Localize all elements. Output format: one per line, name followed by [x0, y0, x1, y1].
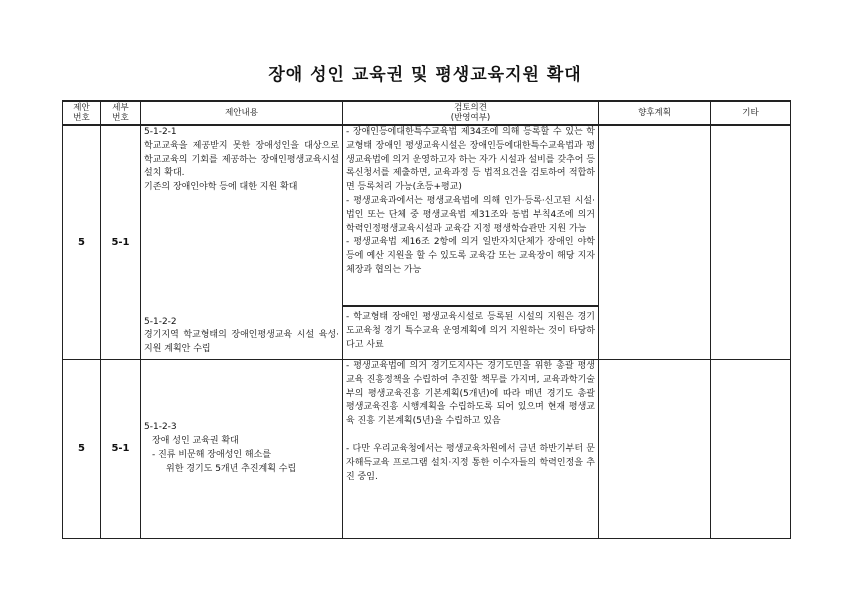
- review-text: - 평생교육법 제16조 2항에 의거 일반자치단체가 장애인 야학 등에 예산 지원을 할 수 있도록 교육감 또는 교육장이 해당 지자체장과 협의는 가능: [346, 237, 595, 275]
- review-cell: [343, 125, 599, 306]
- review-cell: [343, 306, 599, 359]
- content-cell: [141, 360, 343, 539]
- header-review-sub: (반영여부): [450, 113, 491, 123]
- item-code: 5-1-2-1: [144, 127, 177, 137]
- header-review: [343, 101, 599, 125]
- review-cell: [343, 360, 599, 539]
- detail-no: 5-1: [101, 360, 141, 539]
- item-text: 위한 경기도 5개년 추진계획 수립: [166, 463, 297, 474]
- item-code: 5-1-2-3: [144, 422, 177, 433]
- review-text: - 학교형태 장애인 평생교육시설로 등록된 시설의 지원은 경기도교육청 경기 특수교육 운영계획에 의거 지원하는 것이 타당하다고 사료: [346, 312, 595, 350]
- header-etc: 기타: [711, 101, 791, 125]
- item-text: 기존의 장애인야학 등에 대한 지원 확대: [144, 182, 298, 193]
- etc-cell: [711, 360, 791, 539]
- table-row: [63, 125, 791, 306]
- header-detail-no: 세부 번호: [101, 101, 141, 125]
- header-review-label: 검토의견: [454, 102, 487, 113]
- content-cell: [141, 125, 343, 360]
- page-title: 장애 성인 교육권 및 평생교육지원 확대: [268, 65, 582, 85]
- review-text: - 평생교육법에 의거 경기도지사는 경기도민을 위한 총괄 평생교육 진흥정책을 수립하여 추진할 책무를 가지며, 교육과학기술부의 평생교육진흥 기본계획(5개년)에 따라 매년 경기도 총괄 평생교육진흥 시행계획을 수립하도록 되어 있으며 현재 평생교육 진흥 기본계획(5년)을 수립하고 있음: [346, 361, 595, 427]
- item-text: 경기지역 학교형태의 장애인평생교육 시설 육성·지원 계획안 수립: [144, 330, 339, 355]
- proposal-table: [62, 100, 791, 539]
- review-text: - 장애인등에대한특수교육법 제34조에 의해 등록할 수 있는 학교형태 장애인 평생교육시설은 장애인등에대한특수교육법과 평생교육법에 의거 운영하고자 하는 자가 시설과 설비를 갖추어 등록신청서를 제출하면, 교육과정 등 법적요건을 검토하여 적합하면 등록처리 가능(초등+평교): [346, 127, 595, 193]
- table-row: [63, 360, 791, 539]
- item-text: 학교교육을 제공받지 못한 장애성인을 대상으로 학교교육의 기회를 제공하는 장애인평생교육시설 설치 확대.: [144, 140, 339, 179]
- review-text: - 다만 우리교육청에서는 평생교육차원에서 금년 하반기부터 문자해득교육 프로그램 설치·지정 통한 이수자들의 학력인정을 추진 중임.: [346, 443, 595, 482]
- proposal-no: 5: [63, 360, 101, 539]
- item-code: 5-1-2-2: [144, 316, 177, 327]
- detail-no: 5-1: [101, 125, 141, 360]
- review-text: - 평생교육과에서는 평생교육법에 의해 인가·등록·신고된 시설·법인 또는 단체 중 평생교육법 제31조와 동법 부칙4조에 의거 학력인정평생교육시설과 교육감 지정 평생학습관만 지원 가능: [346, 195, 595, 234]
- header-proposal-no: 제안 번호: [63, 101, 101, 125]
- item-text: - 진류 비문해 장애성인 해소를: [152, 450, 272, 460]
- future-cell: [599, 125, 711, 360]
- header-row: [63, 101, 791, 125]
- future-cell: [599, 360, 711, 539]
- header-future: 향후계획: [599, 101, 711, 125]
- item-text: 장애 성인 교육권 확대: [152, 436, 239, 447]
- etc-cell: [711, 125, 791, 360]
- proposal-no: 5: [63, 125, 101, 360]
- header-content: 제안내용: [141, 101, 343, 125]
